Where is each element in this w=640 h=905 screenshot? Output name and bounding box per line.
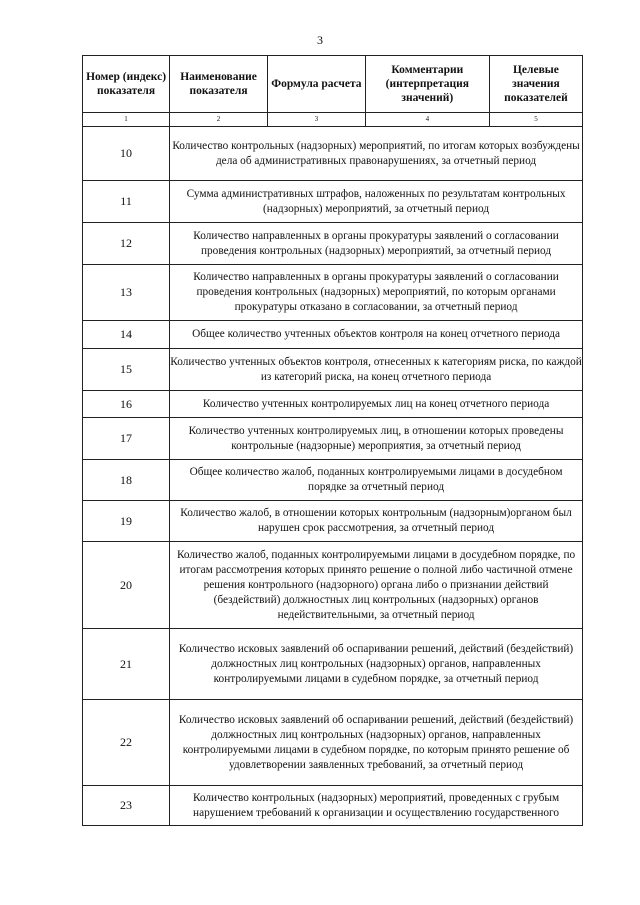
row-index: 19 <box>83 501 170 542</box>
row-index: 21 <box>83 629 170 700</box>
row-indicator-name: Количество контрольных (надзорных) мероприятий, по итогам которых возбуждены дела об административных правонарушениях, за отчетный период <box>170 127 583 181</box>
header-formula: Формула расчета <box>267 56 365 113</box>
row-index: 11 <box>83 181 170 223</box>
table-row <box>83 223 583 265</box>
row-index: 16 <box>83 391 170 418</box>
row-indicator-name: Количество учтенных контролируемых лиц на конец отчетного периода <box>170 391 583 418</box>
row-index: 17 <box>83 418 170 460</box>
table-row <box>83 127 583 181</box>
header-comments: Комментарии (интерпретация значений) <box>365 56 489 113</box>
row-index: 15 <box>83 349 170 391</box>
row-index: 18 <box>83 460 170 501</box>
header-target-values: Целевые значения показателей <box>489 56 582 113</box>
table-row <box>83 460 583 501</box>
table-header-row <box>83 56 583 113</box>
table-row <box>83 786 583 826</box>
table-row <box>83 181 583 223</box>
table-row <box>83 542 583 629</box>
column-number: 3 <box>267 113 365 127</box>
page-number: 3 <box>317 33 323 47</box>
indicators-table <box>82 55 583 826</box>
column-number: 2 <box>170 113 268 127</box>
row-index: 23 <box>83 786 170 826</box>
column-number: 5 <box>489 113 582 127</box>
header-index: Номер (индекс) показателя <box>83 56 170 113</box>
table-row <box>83 700 583 786</box>
row-indicator-name: Общее количество учтенных объектов контроля на конец отчетного периода <box>170 321 583 349</box>
table-row <box>83 501 583 542</box>
row-index: 14 <box>83 321 170 349</box>
row-indicator-name: Количество жалоб, поданных контролируемыми лицами в досудебном порядке, по итогам рассмотрения которых принято решение о полной либо частичной отмене решения контрольного (надзорного) органа либо о признании действий (бездействий) должностных лиц контрольных (надзорных) органов недействительными, за отчетный период <box>170 542 583 629</box>
row-indicator-name: Количество исковых заявлений об оспаривании решений, действий (бездействий) должностных лиц контрольных (надзорных) органов, направленных контролируемыми лицами в судебном порядке, за отчетный период <box>170 629 583 700</box>
row-indicator-name: Количество направленных в органы прокуратуры заявлений о согласовании проведения контрольных (надзорных) мероприятий, по которым органами прокуратуры отказано в согласовании, за отчетный период <box>170 265 583 321</box>
row-indicator-name: Количество жалоб, в отношении которых контрольным (надзорным)органом был нарушен срок рассмотрения, за отчетный период <box>170 501 583 542</box>
row-indicator-name: Количество контрольных (надзорных) мероприятий, проведенных с грубым нарушением требований к организации и осуществлению государственного <box>170 786 583 826</box>
table-row <box>83 265 583 321</box>
column-numbers-row <box>83 113 583 127</box>
table-row <box>83 391 583 418</box>
column-number: 4 <box>365 113 489 127</box>
table-row <box>83 321 583 349</box>
row-index: 20 <box>83 542 170 629</box>
table-row <box>83 418 583 460</box>
row-index: 10 <box>83 127 170 181</box>
row-index: 12 <box>83 223 170 265</box>
table-row <box>83 629 583 700</box>
row-index: 22 <box>83 700 170 786</box>
row-indicator-name: Количество учтенных объектов контроля, отнесенных к категориям риска, по каждой из категорий риска, на конец отчетного периода <box>170 349 583 391</box>
row-index: 13 <box>83 265 170 321</box>
row-indicator-name: Общее количество жалоб, поданных контролируемыми лицами в досудебном порядке за отчетный период <box>170 460 583 501</box>
row-indicator-name: Количество исковых заявлений об оспаривании решений, действий (бездействий) должностных лиц контрольных (надзорных) органов, направленных контролируемыми лицами в судебном порядке, по которым принято решение об удовлетворении заявленных требований, за отчетный период <box>170 700 583 786</box>
header-name: Наименование показателя <box>170 56 268 113</box>
column-number: 1 <box>83 113 170 127</box>
row-indicator-name: Количество направленных в органы прокуратуры заявлений о согласовании проведения контрольных (надзорных) мероприятий, за отчетный период <box>170 223 583 265</box>
table-row <box>83 349 583 391</box>
row-indicator-name: Сумма административных штрафов, наложенных по результатам контрольных (надзорных) мероприятий, за отчетный период <box>170 181 583 223</box>
row-indicator-name: Количество учтенных контролируемых лиц, в отношении которых проведены контрольные (надзорные) мероприятия, за отчетный период <box>170 418 583 460</box>
